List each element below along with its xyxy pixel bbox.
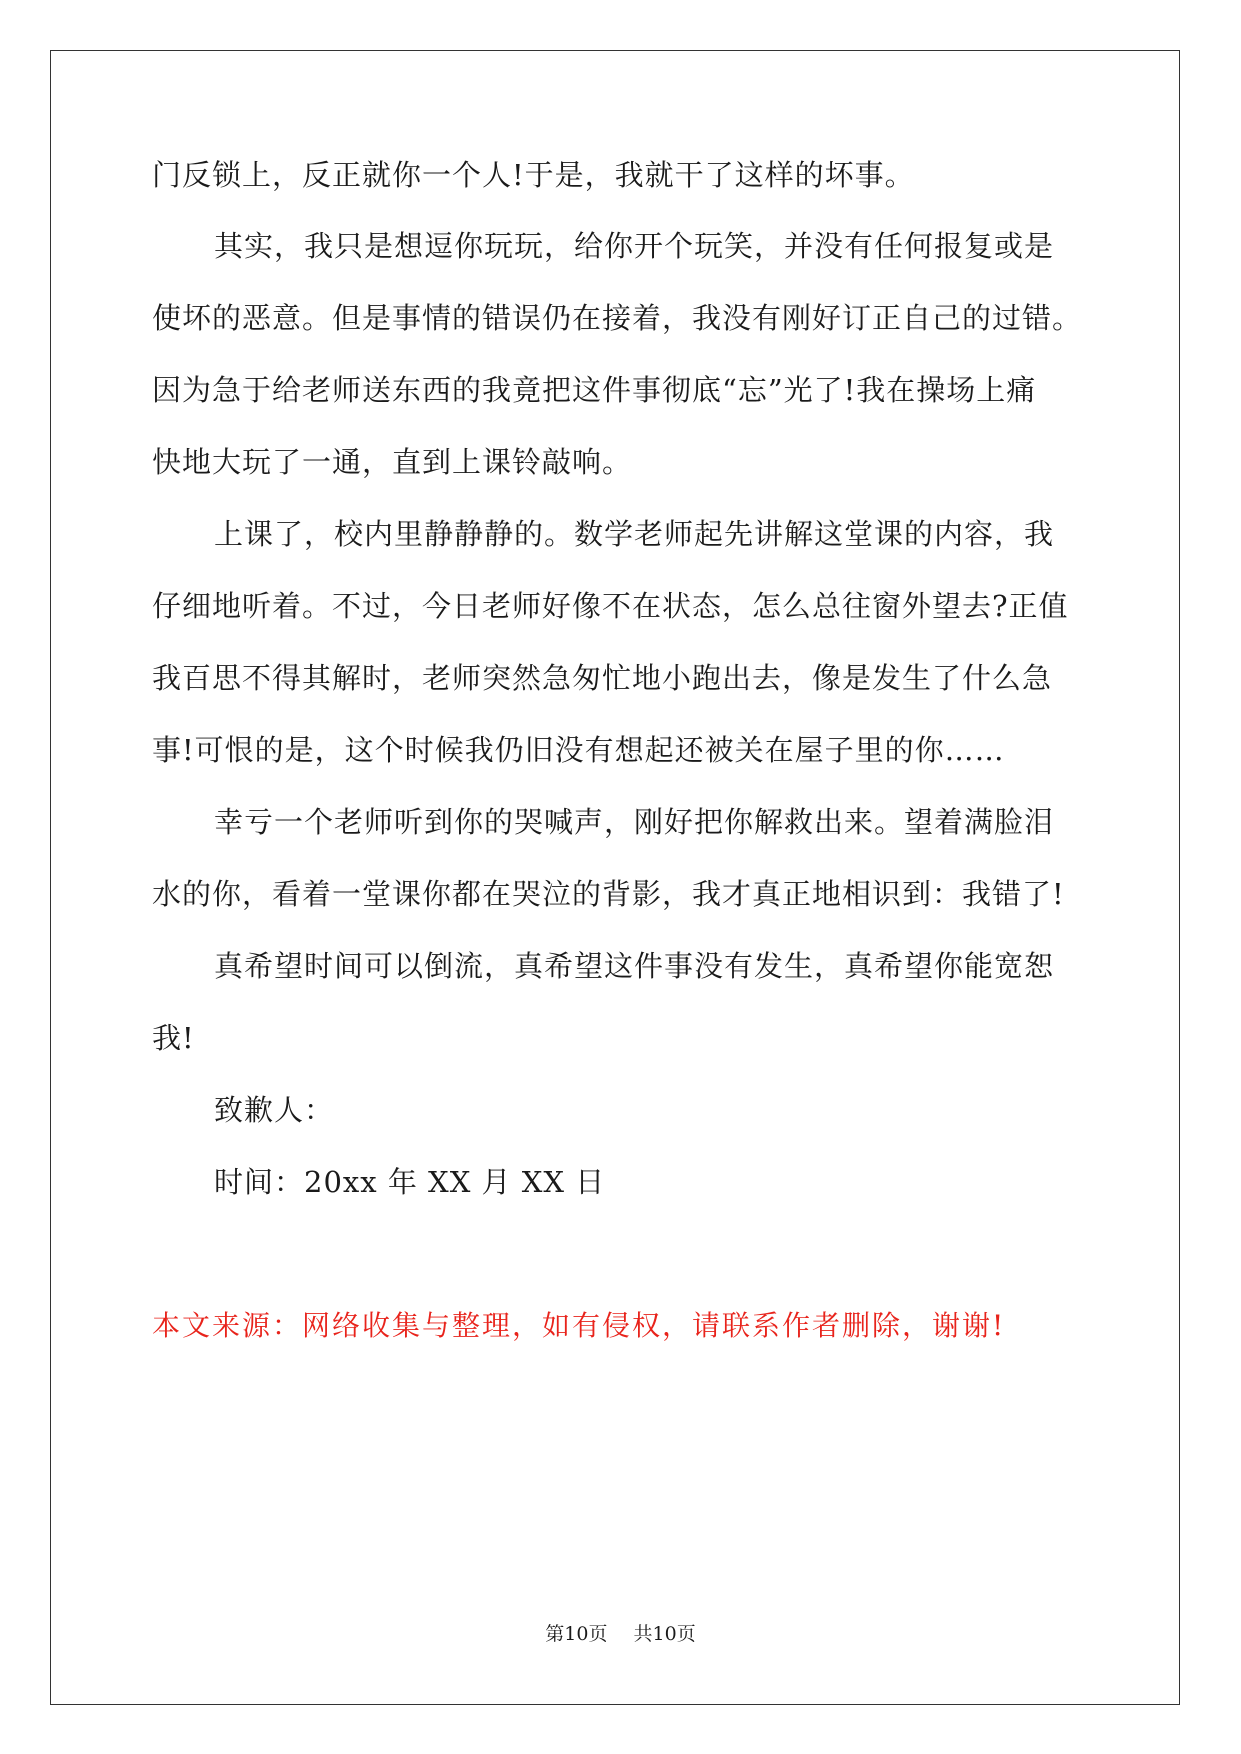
text-line: 幸亏一个老师听到你的哭喊声，刚好把你解救出来。望着满脸泪 [214, 805, 1055, 839]
page-footer [0, 1622, 1241, 1646]
text-line: 因为急于给老师送东西的我竟把这件事彻底“忘”光了!我在操场上痛 [152, 373, 1037, 407]
text-line: 事!可恨的是，这个时候我仍旧没有想起还被关在屋子里的你…… [152, 733, 1005, 767]
text-line: 使坏的恶意。但是事情的错误仍在接着，我没有刚好订正自己的过错。 [152, 301, 1083, 335]
source-note: 本文来源：网络收集与整理，如有侵权，请联系作者删除，谢谢! [152, 1309, 1006, 1342]
text-line: 其实，我只是想逗你玩玩，给你开个玩笑，并没有任何报复或是 [214, 229, 1055, 263]
date-line: 时间：20xx 年 XX 月 XX 日 [214, 1165, 606, 1199]
text-line: 仔细地听着。不过，今日老师好像不在状态，怎么总往窗外望去?正值 [152, 589, 1069, 623]
text-line: 快地大玩了一通，直到上课铃敲响。 [152, 445, 633, 479]
text-line: 我! [152, 1021, 195, 1055]
text-line: 我百思不得其解时，老师突然急匆忙地小跑出去，像是发生了什么急 [152, 661, 1053, 695]
page-total: 共10页 [633, 1623, 696, 1645]
text-line: 门反锁上，反正就你一个人!于是，我就干了这样的坏事。 [152, 158, 915, 192]
text-line: 真希望时间可以倒流，真希望这件事没有发生，真希望你能宽恕 [214, 949, 1055, 983]
apology-signature: 致歉人： [214, 1093, 335, 1127]
text-line: 上课了，校内里静静静的。数学老师起先讲解这堂课的内容，我 [214, 517, 1055, 551]
page-number: 第10页 [545, 1623, 608, 1645]
text-line: 水的你，看着一堂课你都在哭泣的背影，我才真正地相识到：我错了! [152, 877, 1065, 911]
